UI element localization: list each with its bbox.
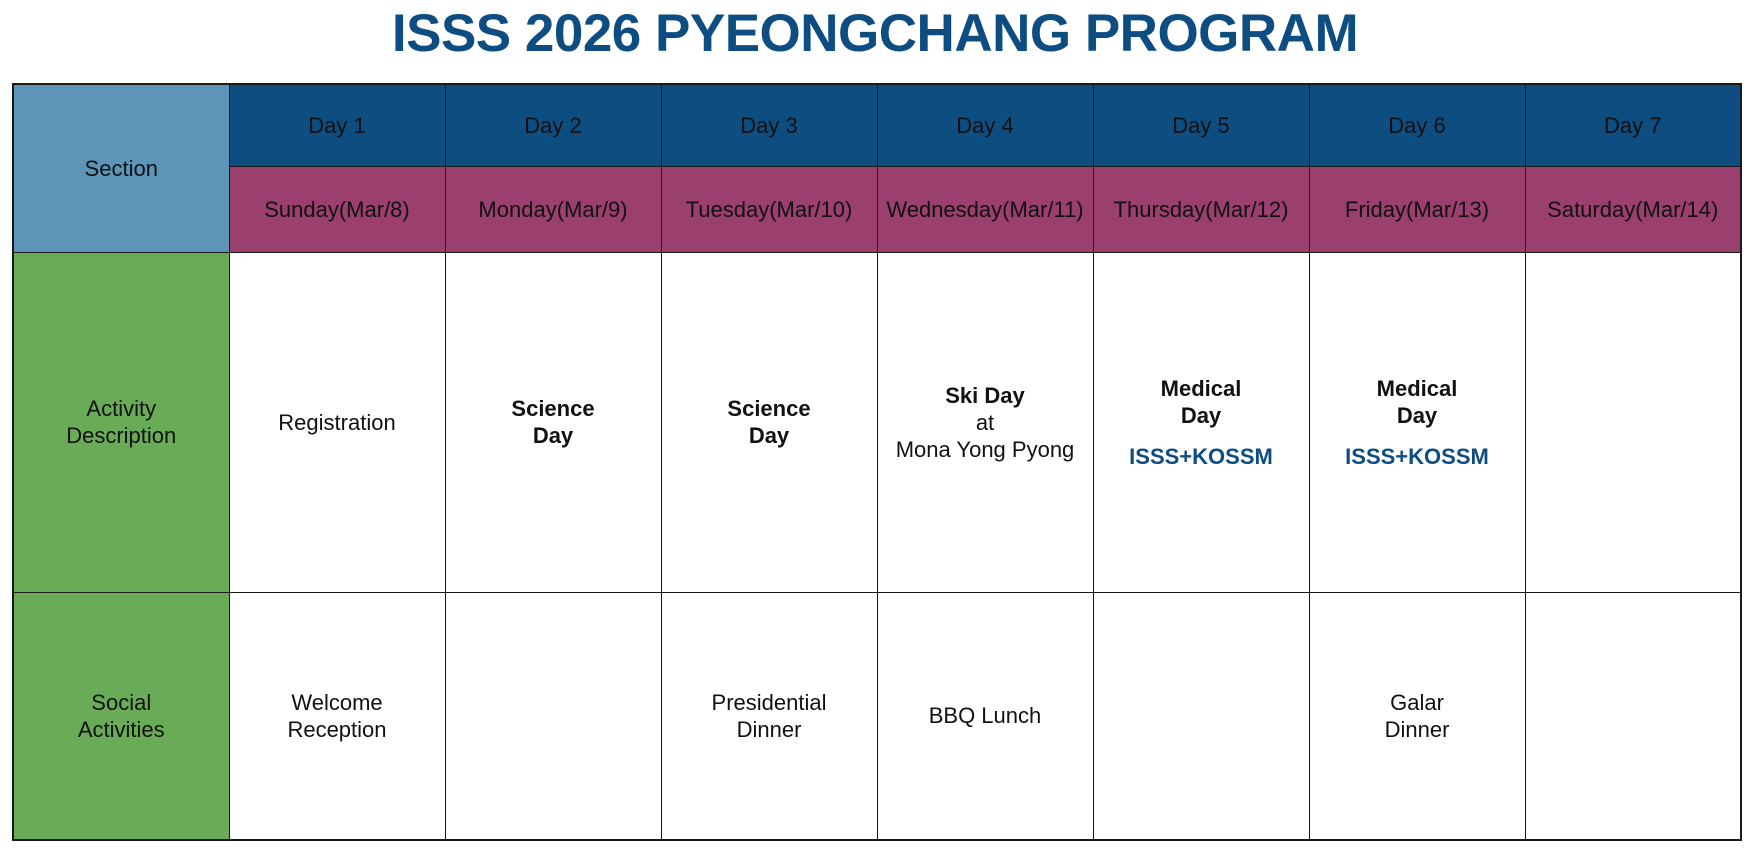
activity-line1: Ski Day <box>945 382 1025 408</box>
social-line2: Reception <box>287 716 387 742</box>
day-header-7: Day 7 <box>1525 84 1741 166</box>
social-cell-4 <box>877 592 1093 840</box>
activity-label-line1: Activity <box>86 396 157 421</box>
date-cell-6: Friday(Mar/13) <box>1309 166 1525 252</box>
activity-row-label <box>13 252 229 592</box>
activity-line2: Day <box>748 423 790 448</box>
activity-label-line2: Description <box>66 423 177 448</box>
activity-line1: Science <box>727 396 811 421</box>
social-label-line1: Social <box>91 689 152 715</box>
activity-tag: ISSS+KOSSM <box>1129 443 1273 469</box>
activity-cell-4 <box>877 252 1093 592</box>
social-line2: Dinner <box>1384 716 1450 742</box>
social-cell-7 <box>1525 592 1741 840</box>
program-table <box>12 83 1742 841</box>
section-header-cell: Section <box>13 84 229 252</box>
day-header-6: Day 6 <box>1309 84 1525 166</box>
day-header-4: Day 4 <box>877 84 1093 166</box>
social-cell-3 <box>661 592 877 840</box>
social-cell-1 <box>229 592 445 840</box>
day-header-2: Day 2 <box>445 84 661 166</box>
date-cell-4: Wednesday(Mar/11) <box>877 166 1093 252</box>
social-cell-2 <box>445 592 661 840</box>
activity-line1: Medical <box>1376 375 1458 401</box>
date-row <box>13 166 1741 252</box>
social-cell-5 <box>1093 592 1309 840</box>
social-line1: Galar <box>1390 689 1444 715</box>
activity-row <box>13 252 1741 592</box>
activity-text: Registration <box>278 409 396 435</box>
activity-cell-6 <box>1309 252 1525 592</box>
activity-cell-2 <box>445 252 661 592</box>
day-header-5: Day 5 <box>1093 84 1309 166</box>
date-cell-7: Saturday(Mar/14) <box>1525 166 1741 252</box>
activity-cell-3 <box>661 252 877 592</box>
social-line2: Dinner <box>736 716 802 742</box>
date-cell-1: Sunday(Mar/8) <box>229 166 445 252</box>
social-label-line2: Activities <box>77 716 165 742</box>
activity-line1: Science <box>511 396 595 421</box>
activity-cell-1 <box>229 252 445 592</box>
activity-line2: at <box>975 409 995 435</box>
social-row <box>13 592 1741 840</box>
activity-line2: Day <box>1180 402 1222 428</box>
page-title: ISSS 2026 PYEONGCHANG PROGRAM <box>391 4 1359 63</box>
activity-cell-5 <box>1093 252 1309 592</box>
social-line1: Welcome <box>291 689 383 715</box>
day-header-row <box>13 84 1741 166</box>
activity-line2: Day <box>1396 402 1438 428</box>
activity-line1: Medical <box>1160 375 1242 401</box>
activity-line2: Day <box>532 423 574 448</box>
activity-tag: ISSS+KOSSM <box>1345 443 1489 469</box>
social-text: BBQ Lunch <box>928 703 1042 729</box>
day-header-1: Day 1 <box>229 84 445 166</box>
activity-cell-7 <box>1525 252 1741 592</box>
social-cell-6 <box>1309 592 1525 840</box>
date-cell-2: Monday(Mar/9) <box>445 166 661 252</box>
day-header-3: Day 3 <box>661 84 877 166</box>
activity-line3: Mona Yong Pyong <box>895 436 1075 462</box>
social-row-label <box>13 592 229 840</box>
date-cell-5: Thursday(Mar/12) <box>1093 166 1309 252</box>
social-line1: Presidential <box>711 689 827 715</box>
date-cell-3: Tuesday(Mar/10) <box>661 166 877 252</box>
